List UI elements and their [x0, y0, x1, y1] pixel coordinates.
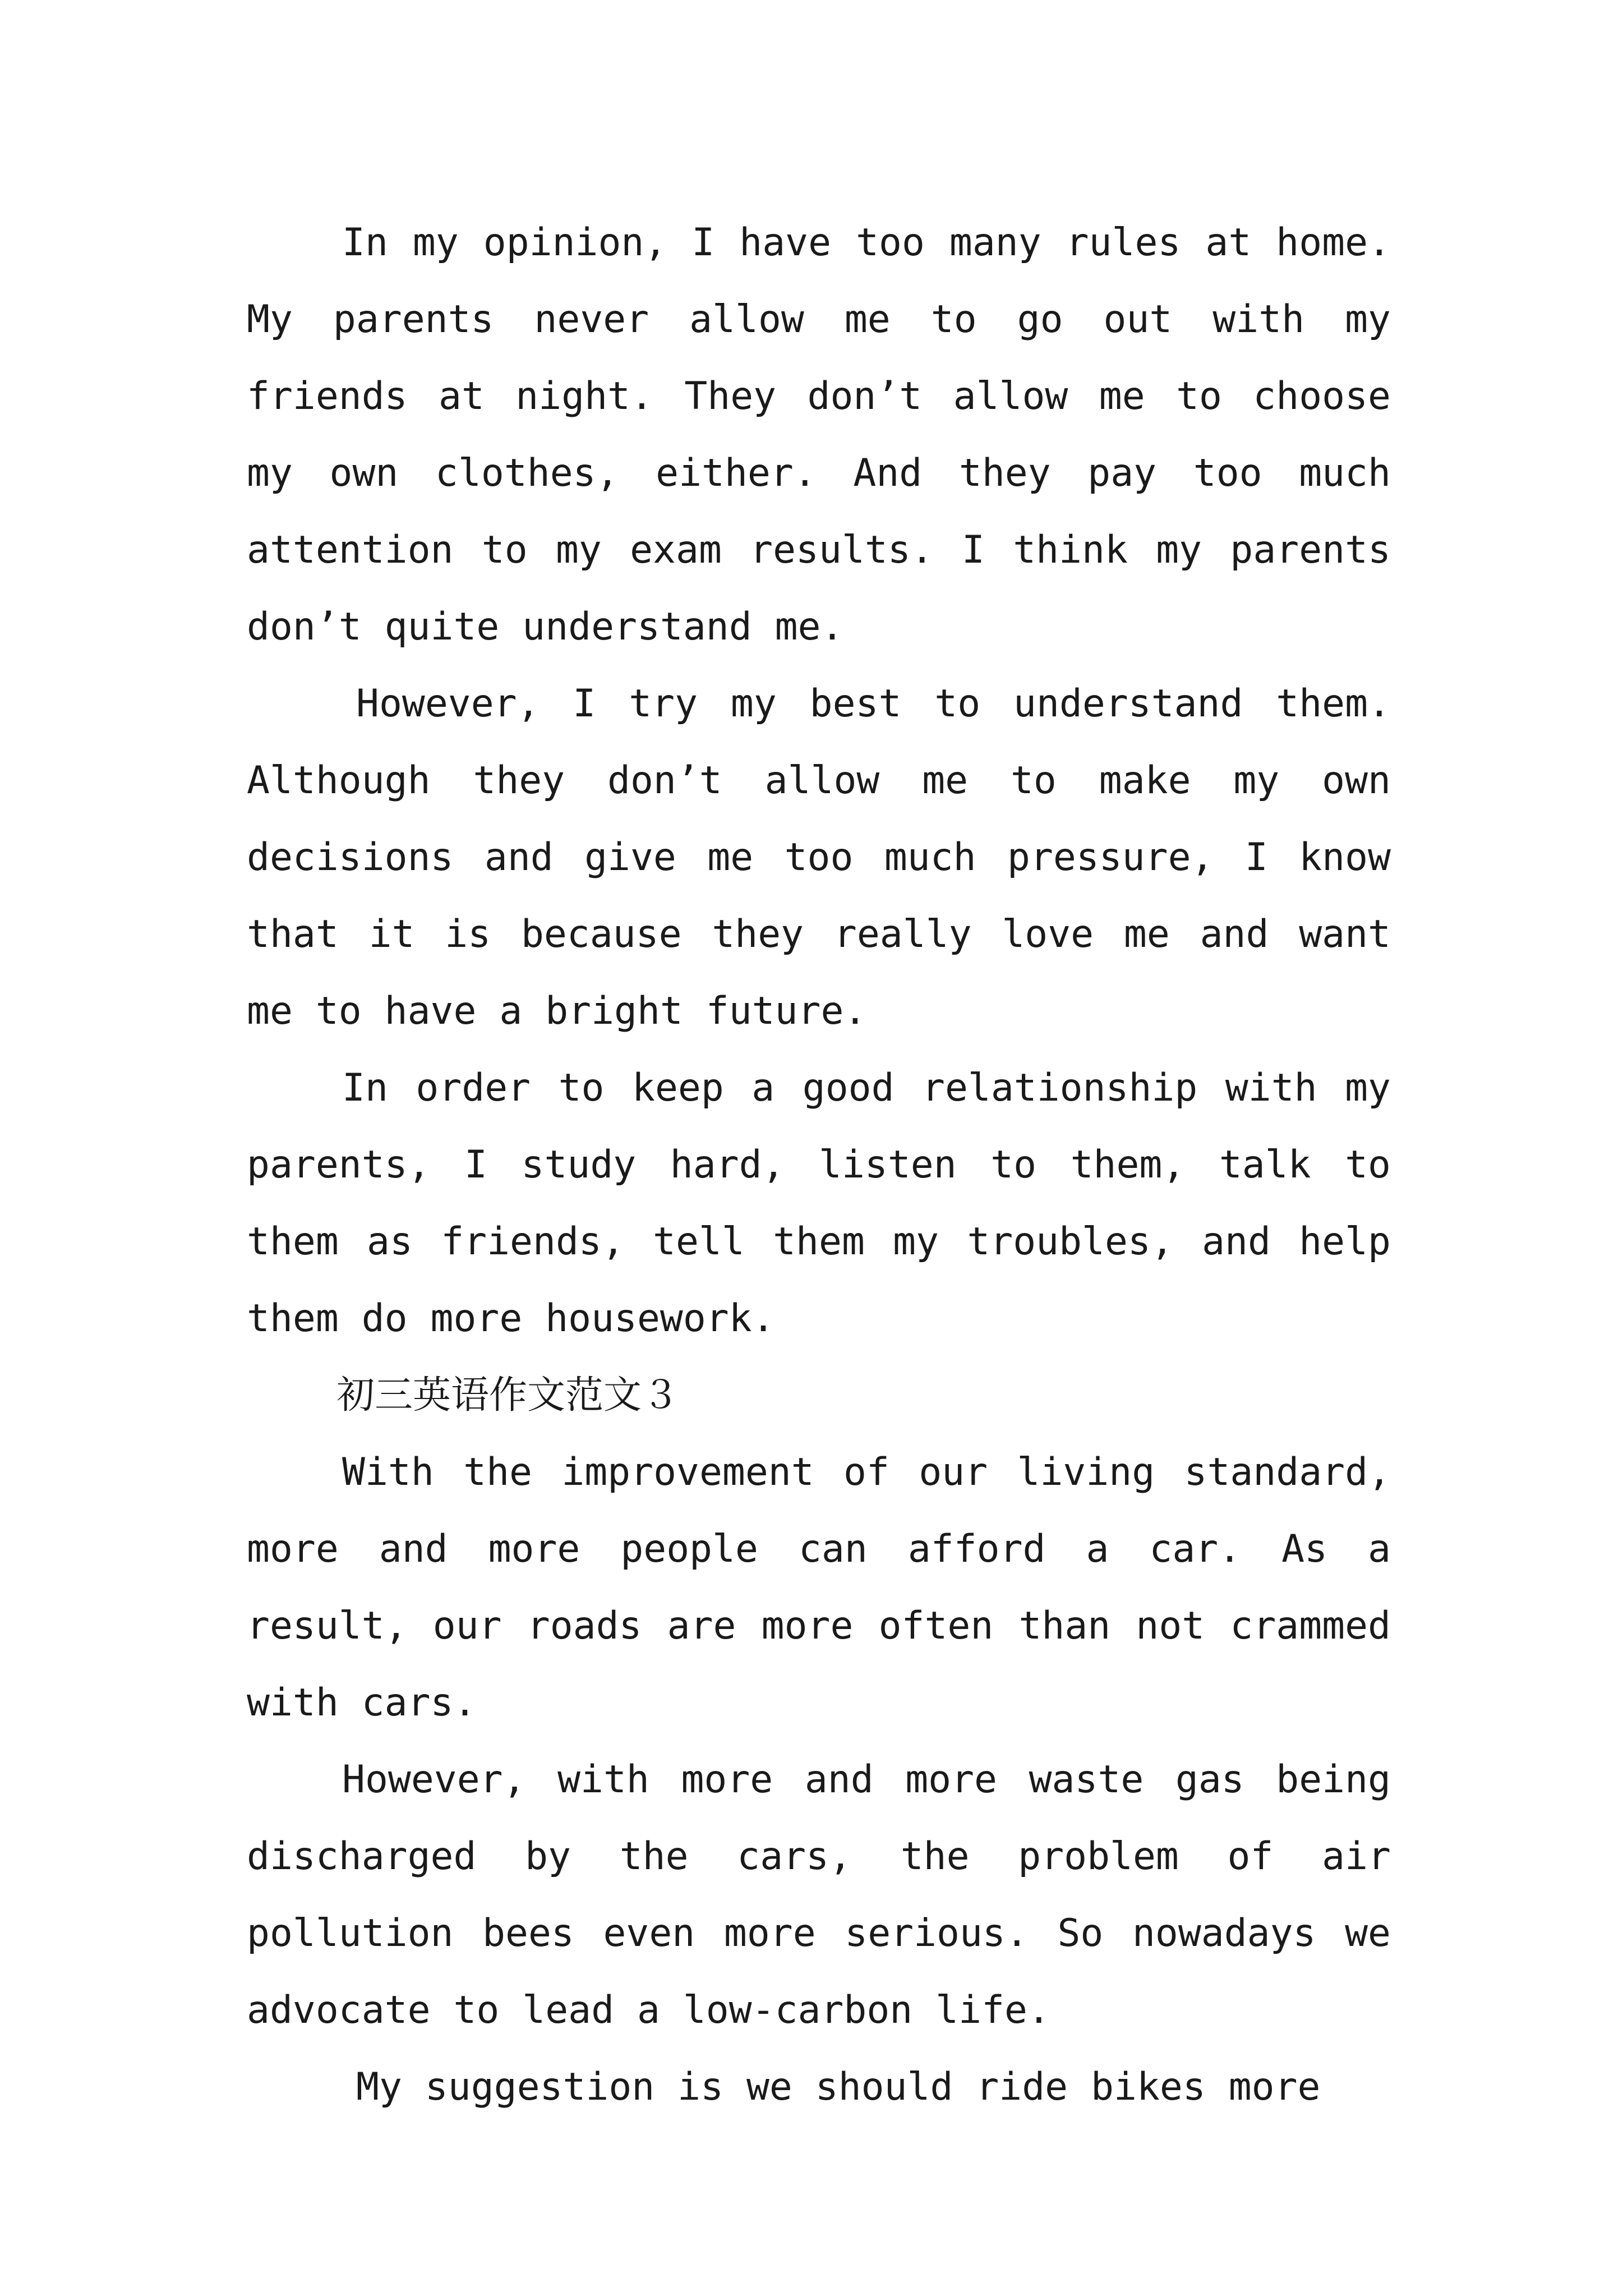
paragraph-suggestion: My suggestion is we should ride bikes more	[356, 2065, 1321, 2109]
paragraph-good-relationship: In order to keep a good relationship with my parents, I study hard, listen to them, talk to them as friends, tell them my troubles, and help them do more housework.	[247, 1066, 1391, 1341]
section-heading: 初三英语作文范文３	[336, 1373, 680, 1418]
paragraph-rules-at-home: In my opinion, I have too many rules at home. My parents never allow me to go out with my friends at night. They don’t allow me to choose my own clothes, either. And they pay too much attention to my exam results. I think my parents don’t quite understand me.	[247, 220, 1391, 649]
document-body	[247, 204, 1391, 2125]
paragraph-living-standard: With the improvement of our living standard, more and more people can afford a car. As a result, our roads are more often than not crammed with cars.	[247, 1450, 1391, 1725]
paragraph-air-pollution: However, with more and more waste gas being discharged by the cars, the problem of air pollution bees even more serious. So nowadays we advocate to lead a low-carbon life.	[247, 1757, 1391, 2032]
paragraph-understand-parents: However, I try my best to understand them. Although they don’t allow me to make my own decisions and give me too much pressure, I know that it is because they really love me and want me to have a bright future.	[247, 682, 1391, 1033]
